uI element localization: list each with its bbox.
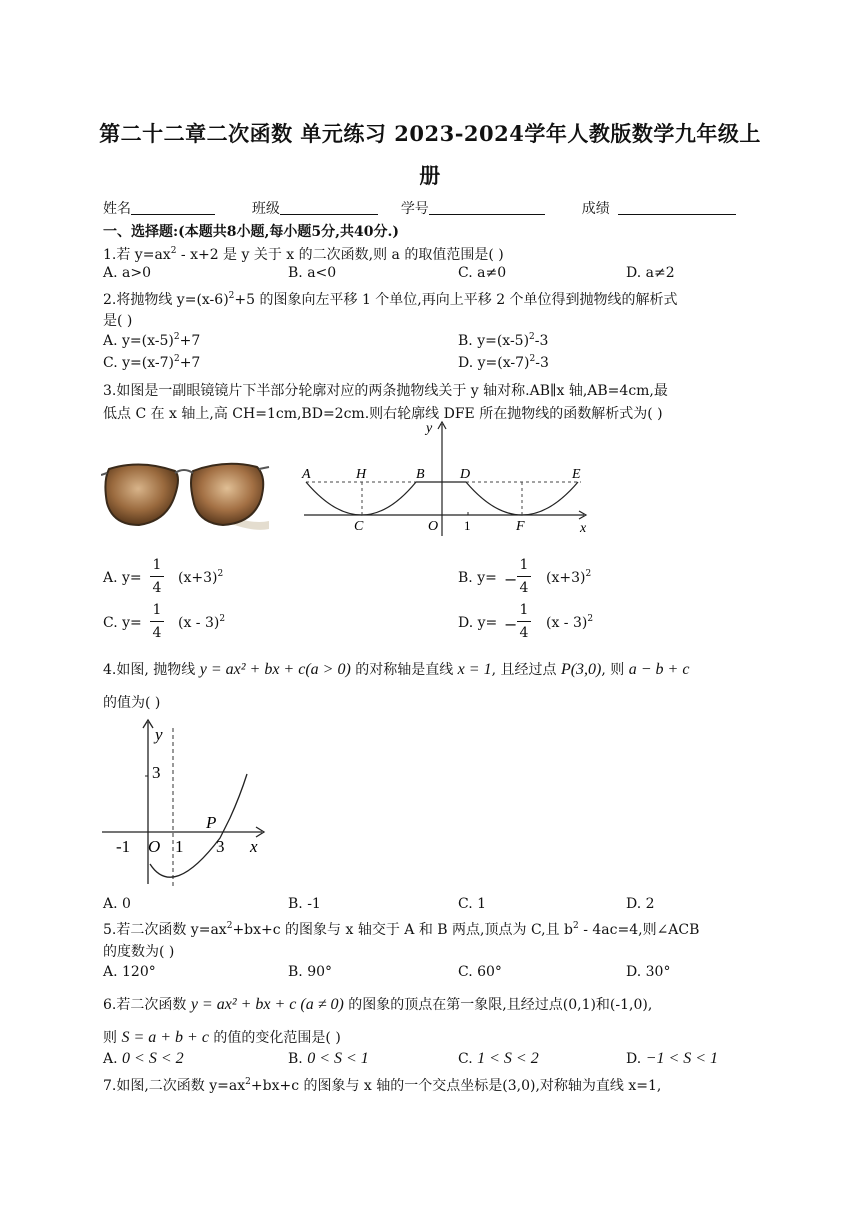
q4-option-a[interactable]: A. 0	[103, 896, 131, 912]
q3-d-sign: −	[504, 615, 518, 634]
q5-option-c[interactable]: C. 60°	[458, 964, 502, 980]
q3-d-pre: D. y=	[458, 615, 498, 631]
label-three-y: 3	[152, 763, 161, 782]
q2-b-pre: B. y=(x-5)	[458, 333, 530, 349]
label-F: F	[516, 519, 525, 534]
q3-c-num: 1	[152, 602, 162, 618]
label-H: H	[356, 467, 367, 482]
q1-text-b: - x+2 是 y 关于 x 的二次函数,则 a 的取值范围是( )	[176, 247, 504, 263]
question-3-stem-cont: 低点 C 在 x 轴上,高 CH=1cm,BD=2cm.则右轮廓线 DFE 所在抛物线的函数解析式为( )	[103, 406, 663, 422]
label-one: 1	[464, 518, 471, 533]
q6-math-s: S = a + b + c	[121, 1029, 209, 1046]
q2-a-sup: 2	[173, 332, 180, 342]
label-D: D	[460, 467, 471, 482]
q3-a-pre: A. y=	[103, 570, 142, 586]
q3-option-b[interactable]	[458, 570, 497, 586]
q2-d-sup: 2	[529, 354, 536, 364]
q6-c-label: C.	[458, 1051, 478, 1067]
q2-a-post: +7	[179, 333, 201, 349]
q3-parabola-figure	[296, 418, 592, 538]
q6-option-b[interactable]	[288, 1050, 369, 1068]
q7-sup: 2	[245, 1077, 251, 1087]
label-C: C	[354, 519, 364, 534]
label-B: B	[416, 467, 425, 482]
q3-c-den: 4	[152, 625, 162, 641]
q6-a-math: 0 < S < 2	[122, 1050, 184, 1067]
q4-math-expr: a − b + c	[628, 661, 690, 678]
q4-text-c: , 且经过点	[491, 662, 561, 678]
q3-a-sup: 2	[217, 569, 224, 579]
q1-sup: 2	[170, 246, 177, 256]
label-O: O	[148, 837, 161, 856]
q2-d-post: -3	[535, 355, 549, 371]
class-label: 班级	[251, 201, 280, 217]
q3-c-rest	[178, 615, 225, 631]
q6-text-a: 6.若二次函数	[103, 997, 191, 1013]
question-7-stem	[103, 1075, 661, 1095]
score-label: 成绩	[581, 201, 610, 217]
q3-d-sup: 2	[587, 614, 594, 624]
q3-b-fraction	[517, 557, 531, 596]
q3-a-num: 1	[152, 557, 162, 573]
q4-text-b: 的对称轴是直线	[350, 662, 458, 678]
q5-text-a: 5.若二次函数 y=ax	[103, 922, 227, 938]
question-6-stem	[103, 994, 652, 1014]
q3-c-pre: C. y=	[103, 615, 142, 631]
q3-b-den: 4	[519, 580, 529, 596]
q4-math-point: P(3,0)	[560, 661, 602, 678]
q3-a-rest	[178, 570, 223, 586]
q6-d-math: −1 < S < 1	[645, 1050, 719, 1067]
q2-sup: 2	[228, 291, 235, 301]
q4-math-axis: x = 1	[457, 661, 492, 678]
question-1-stem	[103, 244, 504, 264]
label-A: A	[302, 467, 311, 482]
q4-option-b[interactable]: B. -1	[288, 896, 321, 912]
name-blank	[131, 200, 215, 215]
label-x: x	[580, 521, 587, 536]
q6-option-c[interactable]	[458, 1050, 539, 1068]
q2-b-post: -3	[534, 333, 549, 349]
q5-sup-1: 2	[226, 921, 233, 931]
q4-option-d[interactable]: D. 2	[626, 896, 655, 912]
q2-c-sup: 2	[173, 354, 180, 364]
q3-c-sup: 2	[219, 614, 226, 624]
number-blank	[429, 200, 545, 215]
q6-math-func: y = ax² + bx + c (a ≠ 0)	[190, 996, 344, 1013]
label-x: x	[250, 837, 258, 856]
q5-option-d[interactable]: D. 30°	[626, 964, 671, 980]
worksheet-title: 第二十二章二次函数 单元练习 2023-2024学年人教版数学九年级上	[99, 121, 761, 146]
q5-text-b: +bx+c 的图象与 x 轴交于 A 和 B 两点,顶点为 C,且 b	[232, 922, 574, 938]
q1-option-d[interactable]: D. a≠2	[626, 265, 675, 281]
q6-option-a[interactable]	[103, 1050, 184, 1068]
q3-d-rest	[546, 615, 593, 631]
q4-text-d: , 则	[601, 662, 629, 678]
q2-option-b[interactable]	[458, 333, 548, 349]
question-2-stem	[103, 289, 678, 309]
q6-d-label: D.	[626, 1051, 646, 1067]
q2-option-a[interactable]	[103, 333, 200, 349]
q3-a-fraction	[150, 557, 164, 596]
label-neg1: -1	[116, 837, 131, 856]
question-4-stem	[103, 659, 689, 679]
q3-b-post: (x+3)	[546, 570, 586, 586]
q3-b-sup: 2	[585, 569, 592, 579]
q2-text-a: 2.将抛物线 y=(x-6)	[103, 292, 229, 308]
q2-option-d[interactable]	[458, 355, 549, 371]
left-parabola	[306, 482, 416, 515]
question-5-stem-cont: 的度数为( )	[103, 944, 175, 960]
label-one: 1	[175, 837, 184, 856]
label-y: y	[426, 421, 433, 436]
q2-c-post: +7	[179, 355, 201, 371]
label-three-x: 3	[216, 837, 225, 856]
q4-parabola-figure	[100, 714, 270, 890]
q2-text-b: +5 的图象向左平移 1 个单位,再向上平移 2 个单位得到抛物线的解析式	[234, 292, 678, 308]
q3-c-post: (x - 3)	[178, 615, 220, 631]
q3-a-post: (x+3)	[178, 570, 218, 586]
q1-option-c[interactable]: C. a≠0	[458, 265, 507, 281]
q3-d-den: 4	[519, 625, 529, 641]
q3-d-post: (x - 3)	[546, 615, 588, 631]
label-P: P	[206, 813, 217, 832]
q2-c-pre: C. y=(x-7)	[103, 355, 174, 371]
q2-a-pre: A. y=(x-5)	[103, 333, 174, 349]
q3-b-rest	[546, 570, 591, 586]
q3-b-sign: −	[504, 570, 518, 589]
q5-text-c: - 4ac=4,则∠ACB	[578, 922, 700, 938]
q3-option-d[interactable]	[458, 615, 497, 631]
q3-a-den: 4	[152, 580, 162, 596]
q2-b-sup: 2	[529, 332, 535, 342]
q5-option-a[interactable]: A. 120°	[103, 964, 156, 980]
label-E: E	[572, 467, 581, 482]
section-header: 一、选择题:(本题共8小题,每小题5分,共40分.)	[103, 224, 400, 240]
q6-text-d: 的值的变化范围是( )	[208, 1030, 341, 1046]
label-O: O	[428, 519, 439, 534]
q3-option-a[interactable]	[103, 570, 142, 586]
q6-c-math: 1 < S < 2	[477, 1050, 539, 1067]
q6-b-label: B.	[288, 1051, 308, 1067]
student-info-row	[103, 198, 736, 218]
q4-text-a: 4.如图, 抛物线	[103, 662, 200, 678]
question-2-stem-cont: 是( )	[103, 313, 133, 329]
q4-math-func: y = ax² + bx + c(a > 0)	[199, 661, 351, 678]
q3-b-pre: B. y=	[458, 570, 497, 586]
q1-option-b[interactable]: B. a<0	[288, 265, 337, 281]
q6-text-b: 的图象的顶点在第一象限,且经过点(0,1)和(-1,0),	[343, 997, 653, 1013]
q6-a-label: A.	[103, 1051, 123, 1067]
q6-b-math: 0 < S < 1	[307, 1050, 369, 1067]
q3-d-fraction	[517, 602, 531, 641]
question-5-stem	[103, 919, 699, 939]
question-4-stem-cont: 的值为( )	[103, 695, 161, 711]
sunglasses-photo	[101, 455, 271, 535]
q4-option-c[interactable]: C. 1	[458, 896, 487, 912]
q3-b-num: 1	[519, 557, 529, 573]
label-y: y	[155, 725, 163, 744]
q3-c-fraction	[150, 602, 164, 641]
q5-sup-2: 2	[573, 921, 579, 931]
q3-option-c[interactable]	[103, 615, 142, 631]
question-3-stem: 3.如图是一副眼镜镜片下半部分轮廓对应的两条抛物线关于 y 轴对称.AB∥x 轴,AB=4cm,最	[103, 383, 668, 399]
question-6-stem-cont	[103, 1027, 341, 1047]
q1-text-a: 1.若 y=ax	[103, 247, 171, 263]
q2-option-c[interactable]	[103, 355, 200, 371]
score-blank	[618, 200, 736, 215]
q6-option-d[interactable]	[626, 1050, 718, 1068]
class-blank	[280, 200, 378, 215]
name-label: 姓名	[103, 201, 131, 217]
q5-option-b[interactable]: B. 90°	[288, 964, 333, 980]
q2-d-pre: D. y=(x-7)	[458, 355, 530, 371]
right-parabola	[466, 482, 578, 515]
number-label: 学号	[400, 201, 429, 217]
worksheet-title-cont: 册	[419, 163, 441, 188]
q1-option-a[interactable]: A. a>0	[103, 265, 151, 281]
q6-text-c: 则	[103, 1030, 122, 1046]
parabola-curve	[150, 774, 247, 877]
q7-text-b: +bx+c 的图象与 x 轴的一个交点坐标是(3,0),对称轴为直线 x=1,	[250, 1078, 662, 1094]
q7-text-a: 7.如图,二次函数 y=ax	[103, 1078, 246, 1094]
q3-d-num: 1	[519, 602, 529, 618]
